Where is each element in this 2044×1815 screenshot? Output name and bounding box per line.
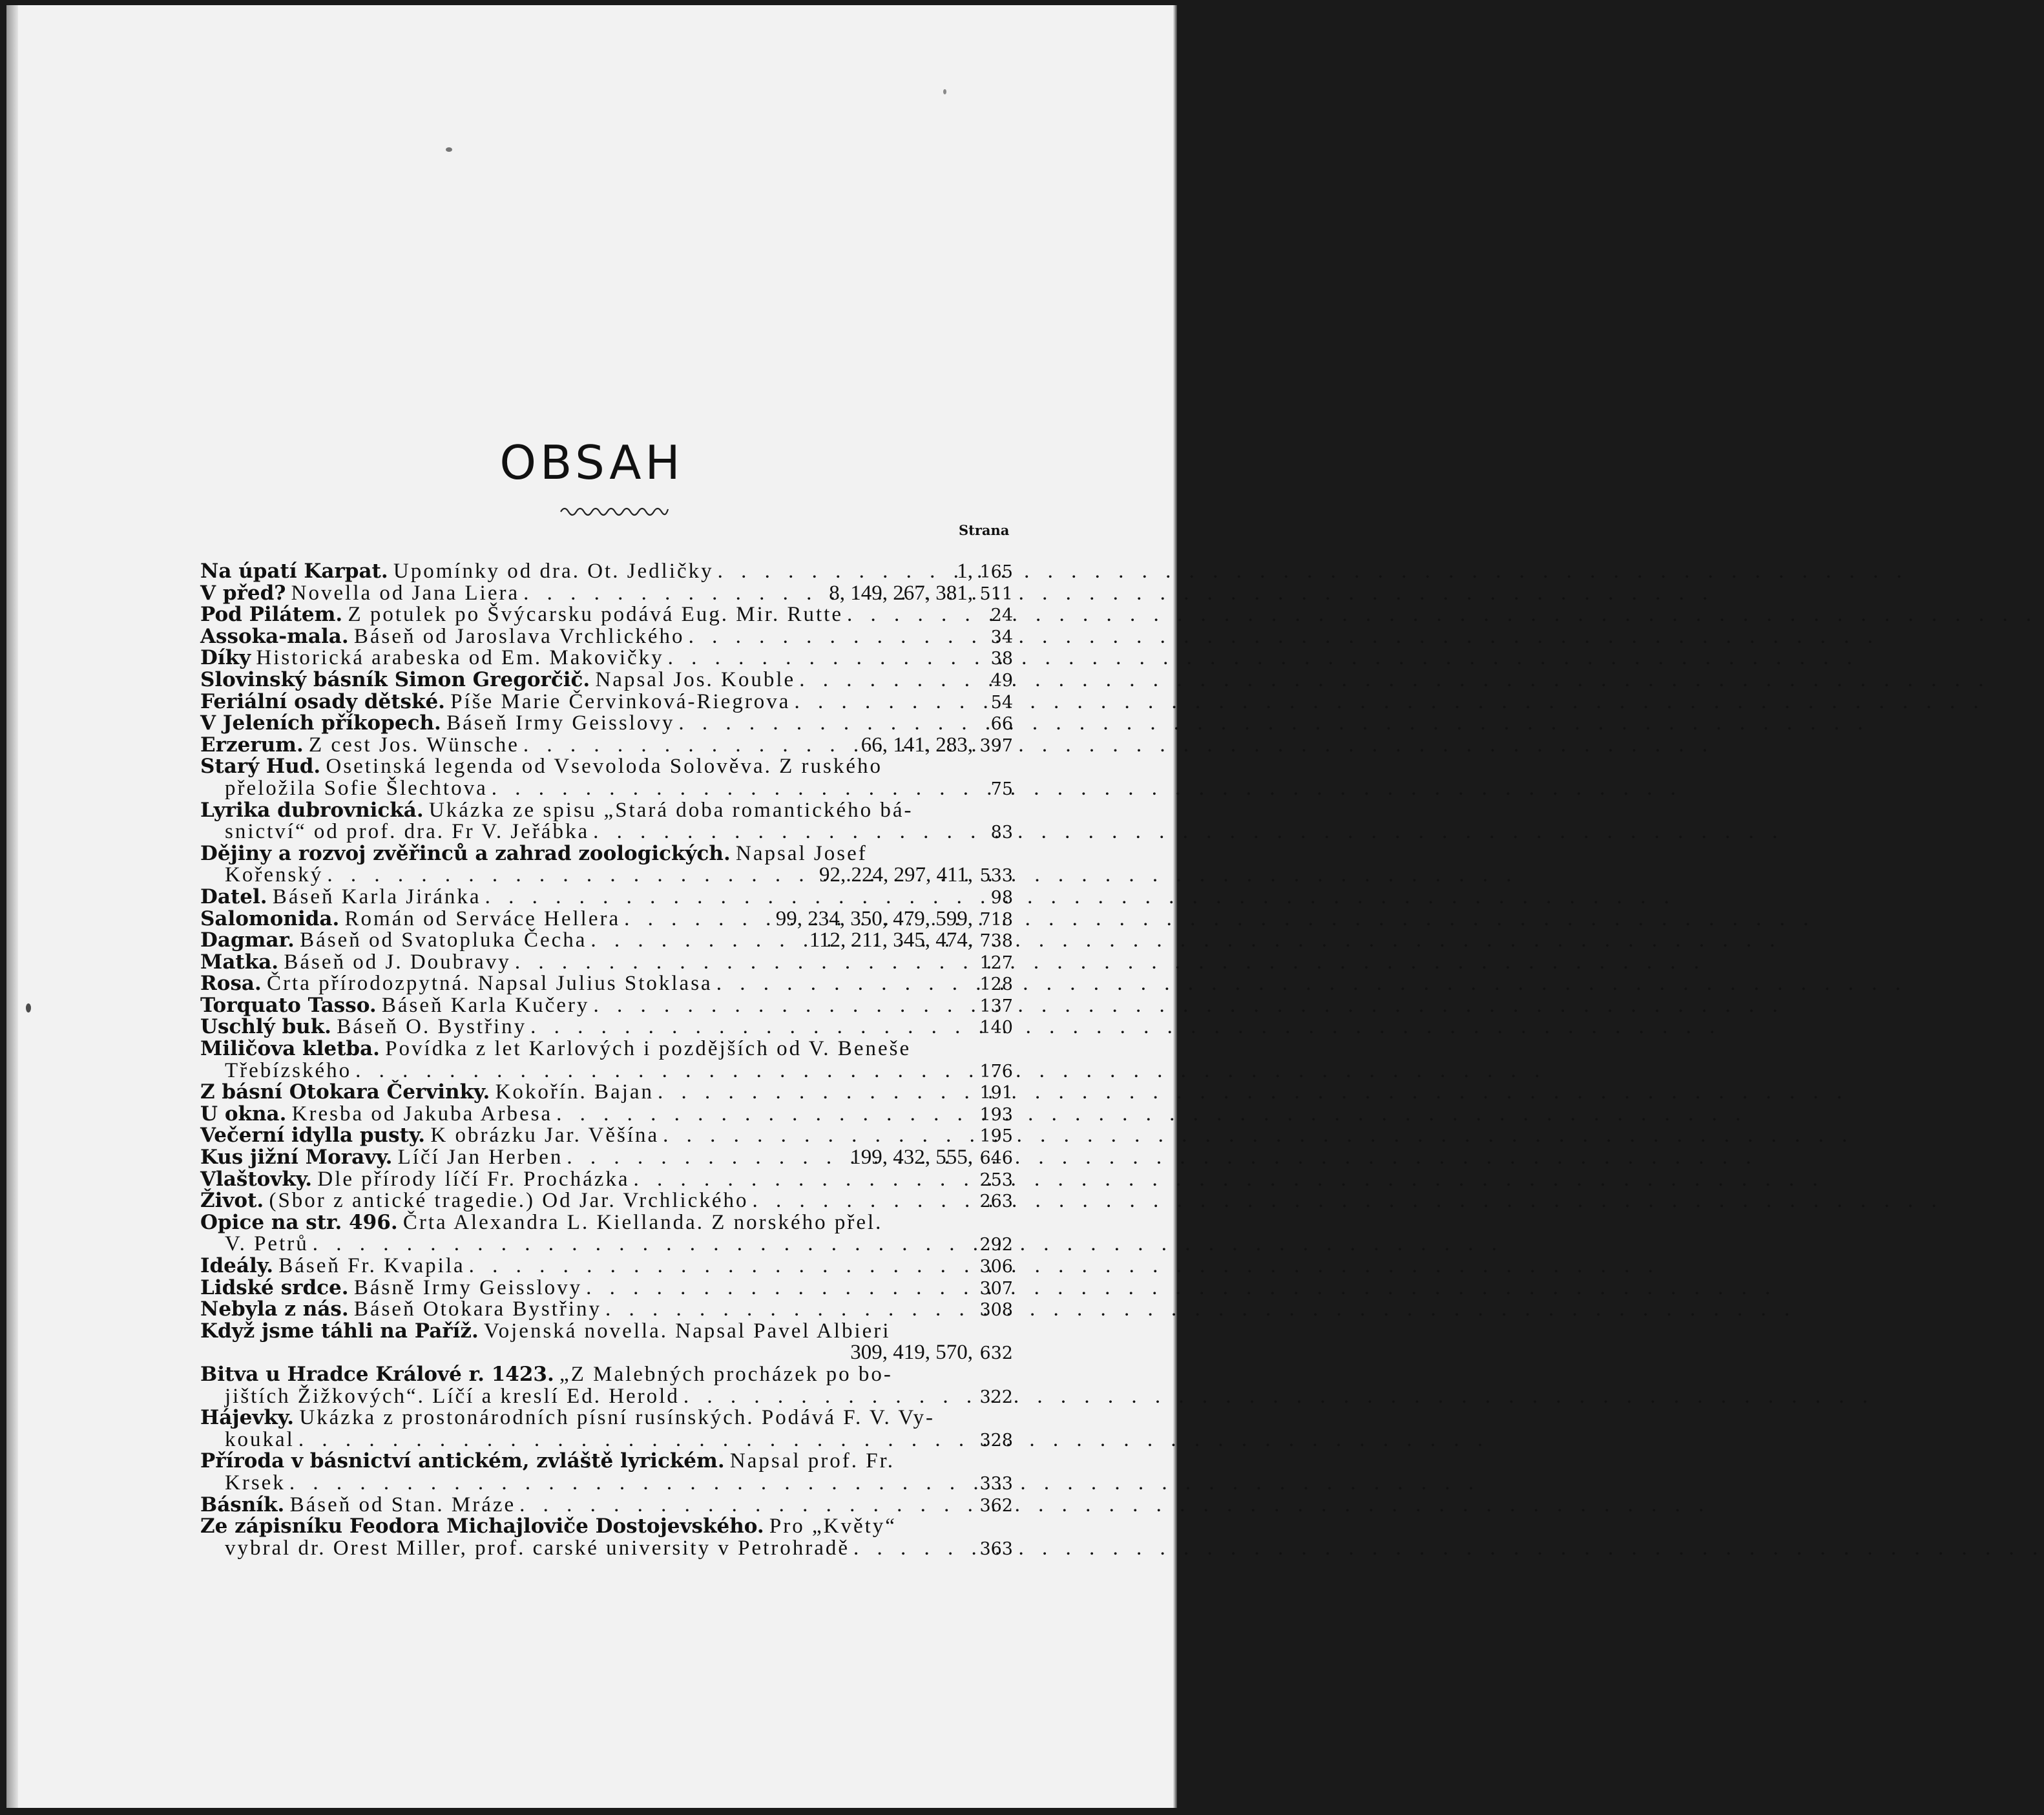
entry-description: Báseň O. Bystřiny <box>337 1015 527 1039</box>
dot-leader <box>674 711 973 735</box>
dot-leader <box>587 928 802 952</box>
entry-description: Kokořín. Bajan <box>495 1080 654 1104</box>
toc-entry <box>200 799 1013 821</box>
entry-text <box>200 733 519 757</box>
entry-page-number: 66 <box>990 714 1013 735</box>
entry-description: Báseň od Stan. Mráze <box>289 1493 516 1516</box>
entry-page-number: 34 <box>990 627 1013 647</box>
entry-title: Z básní Otokara Červinky. <box>200 1080 490 1104</box>
dot-leader <box>286 1471 973 1495</box>
entry-title: Assoka-mala. <box>200 624 349 648</box>
entry-text <box>200 994 589 1018</box>
entry-text <box>200 582 519 605</box>
entry-continued-pages: 112, 211, 345, 474, <box>809 928 973 952</box>
entry-text <box>200 1406 935 1430</box>
toc-entry-continuation <box>200 1059 1013 1081</box>
dot-leader <box>465 1254 973 1278</box>
entry-page-number: 83 <box>990 823 1013 843</box>
entry-title: Lidské srdce. <box>200 1275 349 1299</box>
entry-page-number: 128 <box>979 974 1013 995</box>
toc-entry <box>200 1102 1013 1124</box>
entry-title: Život. <box>200 1189 264 1213</box>
entry-text <box>200 1297 601 1321</box>
dot-leader <box>295 1428 973 1452</box>
toc-entry <box>200 1493 1013 1515</box>
dot-leader <box>351 1059 973 1083</box>
toc-entry <box>200 1449 1013 1471</box>
toc-entry-continuation <box>200 1341 1013 1363</box>
entry-description: Z potulek po Švýcarsku podává Eug. Mir. Rutte <box>348 603 843 627</box>
entry-text <box>200 1037 911 1061</box>
entry-text <box>200 1189 749 1213</box>
toc-entry <box>200 885 1013 907</box>
entry-text <box>200 1080 654 1104</box>
entry-text <box>200 972 713 996</box>
entry-description-continued: vybral dr. Orest Miller, prof. carské university v Petrohradě <box>225 1536 850 1560</box>
entry-description: Upomínky od dra. Ot. Jedličky <box>393 560 714 583</box>
entry-page-number: 98 <box>990 887 1013 908</box>
toc-entry <box>200 1211 1013 1233</box>
dot-leader <box>519 733 855 757</box>
entry-title: U okna. <box>200 1102 287 1126</box>
entry-page-number: 127 <box>979 952 1013 973</box>
ink-speck <box>446 147 452 152</box>
toc-entry <box>200 1276 1013 1298</box>
entry-title: Na úpatí Karpat. <box>200 560 388 583</box>
entry-text <box>200 1124 659 1148</box>
entry-text <box>200 603 843 627</box>
dot-leader <box>323 863 813 887</box>
toc-entry <box>200 582 1013 603</box>
entry-description-continued: Třebízského <box>225 1058 352 1082</box>
toc-entry <box>200 1406 1013 1428</box>
toc-entry <box>200 928 1013 950</box>
entry-title: Nebyla z nás. <box>200 1297 349 1321</box>
dot-leader <box>790 690 973 714</box>
dot-leader <box>481 885 973 909</box>
dot-leader <box>527 1015 973 1039</box>
dot-leader <box>552 1102 973 1126</box>
toc-entry <box>200 711 1013 733</box>
toc-entry <box>200 842 1013 864</box>
dot-leader <box>620 907 769 931</box>
entry-title: Slovinský básník Simon Gregorčič. <box>200 667 590 691</box>
toc-entry <box>200 733 1013 755</box>
dot-leader <box>795 668 973 692</box>
table-of-contents <box>200 560 1013 1558</box>
entry-description: Román od Serváce Hellera <box>344 907 621 930</box>
dot-leader <box>519 582 822 605</box>
entry-title: Hájevky. <box>200 1406 295 1430</box>
entry-title: Dagmar. <box>200 928 295 952</box>
entry-title: V před? <box>200 581 286 605</box>
entry-page-number: 718 <box>979 909 1013 930</box>
entry-title: Matka. <box>200 950 279 974</box>
entry-text <box>200 690 790 714</box>
entry-title: Ze zápisníku Feodora Michajloviče Dostojevského. <box>200 1515 764 1538</box>
entry-page-number: 363 <box>979 1538 1013 1559</box>
entry-title: Dějiny a rozvoj zvěřinců a zahrad zoologických. <box>200 841 731 865</box>
page-spine-shadow <box>6 5 18 1808</box>
entry-description: Báseň Irmy Geisslovy <box>446 711 675 735</box>
entry-description: Napsal prof. Fr. <box>729 1449 895 1473</box>
toc-entry <box>200 560 1013 582</box>
entry-text <box>200 711 674 735</box>
dot-leader <box>511 950 973 974</box>
entry-title: Když jsme táhli na Paříž. <box>200 1319 479 1343</box>
entry-description-continued: V. Petrů <box>225 1232 309 1256</box>
entry-title: V Jeleních příkopech. <box>200 711 441 735</box>
entry-description: Vojenská novella. Napsal Pavel Albieri <box>484 1319 891 1343</box>
entry-page-number: 333 <box>979 1473 1013 1494</box>
toc-entry-continuation <box>200 820 1013 842</box>
entry-text <box>200 1102 552 1126</box>
entry-description: Pro „Květy“ <box>769 1515 897 1538</box>
entry-text <box>200 1168 630 1191</box>
entry-text <box>200 1146 563 1170</box>
toc-entry <box>200 1037 1013 1059</box>
ink-speck <box>943 89 946 94</box>
entry-page-number: 306 <box>979 1257 1013 1277</box>
toc-entry <box>200 907 1013 929</box>
toc-entry <box>200 1168 1013 1190</box>
entry-description: Črta přírodozpytná. Napsal Julius Stoklasa <box>267 972 713 996</box>
entry-description: Báseň Karla Kučery <box>381 993 590 1017</box>
dot-leader <box>685 625 973 649</box>
entry-description: Kresba od Jakuba Arbesa <box>291 1102 553 1126</box>
entry-page-number: 176 <box>979 1061 1013 1082</box>
entry-description: Črta Alexandra L. Kiellanda. Z norského přel. <box>402 1210 883 1234</box>
entry-text <box>200 928 587 952</box>
entry-page-number: 328 <box>979 1430 1013 1451</box>
entry-title: Básník. <box>200 1493 285 1516</box>
entry-page-number: 362 <box>979 1495 1013 1516</box>
entry-continued-pages: 92, 224, 297, 411, <box>819 863 973 887</box>
entry-title: Příroda v básnictví antickém, zvláště lyrickém. <box>200 1449 725 1473</box>
entry-description-continued: Kořenský <box>225 863 324 887</box>
entry-description-continued: snictví“ od prof. dra. Fr V. Jeřábka <box>225 820 590 844</box>
entry-page-number: 137 <box>979 996 1013 1016</box>
toc-entry <box>200 972 1013 994</box>
toc-entry-continuation <box>200 1428 1013 1450</box>
entry-description: Dle přírody líčí Fr. Procházka <box>317 1167 630 1191</box>
entry-page-number: 253 <box>979 1170 1013 1190</box>
entry-page-number: 292 <box>979 1235 1013 1255</box>
entry-page-number: 75 <box>990 779 1013 799</box>
entry-page-number: 511 <box>979 583 1013 604</box>
entry-description-continued: Krsek <box>225 1471 286 1495</box>
entry-text <box>200 755 882 779</box>
entry-page-number: 646 <box>979 1148 1013 1169</box>
entry-title: Erzerum. <box>200 733 304 757</box>
entry-description: „Z Malebných procházek po bo- <box>559 1362 893 1386</box>
toc-entry <box>200 1319 1013 1341</box>
entry-description: Píše Marie Červinková-Riegrova <box>450 689 791 713</box>
dot-leader <box>601 1297 973 1321</box>
toc-entry-continuation <box>200 863 1013 885</box>
entry-page-number: 24 <box>990 605 1013 626</box>
entry-text <box>200 799 913 823</box>
page-title: OBSAH <box>499 435 684 490</box>
entry-description: Ukázka z prostonárodních písní rusínských. Podává F. V. Vy- <box>299 1406 935 1430</box>
dot-leader <box>713 972 973 996</box>
entry-text <box>200 1015 527 1039</box>
dot-leader <box>516 1493 973 1517</box>
entry-description: Ukázka ze spisu „Stará doba romantického bá- <box>428 798 913 822</box>
column-header-strana: Strana <box>959 522 1010 538</box>
toc-entry <box>200 1515 1013 1537</box>
entry-text <box>200 907 620 931</box>
entry-description-continued: koukal <box>225 1427 295 1451</box>
entry-text <box>200 560 714 583</box>
entry-continued-pages: 8, 149, 267, 381, <box>829 581 973 605</box>
toc-entry <box>200 950 1013 972</box>
entry-description-continued: přeložila Sofie Šlechtova <box>225 776 488 800</box>
entry-title: Rosa. <box>200 972 262 996</box>
entry-description: Báseň Otokara Bystřiny <box>353 1297 602 1321</box>
entry-title: Lyrika dubrovnická. <box>200 798 424 822</box>
entry-page-number: 49 <box>990 670 1013 691</box>
entry-page-number: 263 <box>979 1191 1013 1212</box>
entry-continued-pages: 199, 432, 555, <box>850 1146 973 1170</box>
entry-page-number: 307 <box>979 1278 1013 1299</box>
toc-entry <box>200 625 1013 647</box>
dot-leader <box>654 1080 973 1104</box>
toc-entry <box>200 1363 1013 1385</box>
toc-entry <box>200 755 1013 777</box>
entry-page-number: 738 <box>979 931 1013 952</box>
entry-title: Opice na str. 496. <box>200 1210 398 1234</box>
entry-text <box>200 1319 890 1343</box>
entry-page-number: 308 <box>979 1300 1013 1321</box>
entry-description: Báseň Karla Jiránka <box>272 885 481 908</box>
entry-page-number: 140 <box>979 1018 1013 1038</box>
toc-entry <box>200 1124 1013 1146</box>
entry-description: Osetinská legenda od Vsevoloda Solověva. Z ruského <box>326 755 882 779</box>
entry-description: Líčí Jan Herben <box>397 1146 563 1170</box>
entry-text <box>200 646 664 670</box>
dot-leader <box>630 1168 973 1191</box>
dot-leader <box>659 1124 973 1148</box>
dot-leader <box>680 1385 973 1409</box>
entry-description: (Sbor z antické tragedie.) Od Jar. Vrchlického <box>269 1189 749 1213</box>
dot-leader <box>714 560 951 583</box>
entry-title: Ideály. <box>200 1254 274 1277</box>
entry-text <box>200 625 685 649</box>
dot-leader <box>850 1537 973 1560</box>
entry-title: Večerní idylla pusty. <box>200 1124 426 1148</box>
entry-page-number: 397 <box>979 735 1013 756</box>
entry-continued-pages: 309, 419, 570, <box>850 1341 973 1365</box>
entry-description: K obrázku Jar. Věšína <box>430 1124 660 1148</box>
dot-leader <box>664 646 973 670</box>
entry-title: Feriální osady dětské. <box>200 689 445 713</box>
entry-text <box>200 1254 465 1278</box>
entry-description: Z cest Jos. Wünsche <box>309 733 519 757</box>
entry-description: Napsal Josef <box>736 841 868 865</box>
toc-entry <box>200 646 1013 668</box>
entry-page-number: 632 <box>979 1343 1013 1364</box>
entry-title: Bitva u Hradce Králové r. 1423. <box>200 1362 554 1386</box>
book-page <box>6 5 1177 1808</box>
dot-leader <box>843 603 973 627</box>
dot-leader <box>488 777 973 801</box>
entry-description: Historická arabeska od Em. Makovičky <box>256 646 664 670</box>
entry-description: Povídka z let Karlových i pozdějších od V. Beneše <box>385 1037 912 1061</box>
entry-page-number: 54 <box>990 692 1013 713</box>
dot-leader <box>582 1276 973 1300</box>
entry-text <box>200 1363 893 1387</box>
toc-entry-continuation <box>200 1232 1013 1254</box>
entry-text <box>200 842 868 866</box>
entry-text <box>200 668 795 692</box>
toc-entry-continuation <box>200 1385 1013 1407</box>
entry-description: Báseň od Svatopluka Čecha <box>300 928 587 952</box>
toc-entry <box>200 668 1013 690</box>
entry-text <box>200 1276 582 1300</box>
entry-description: Básně Irmy Geisslovy <box>353 1275 583 1299</box>
entry-text <box>200 885 481 909</box>
entry-description: Napsal Jos. Kouble <box>595 667 796 691</box>
entry-description: Novella od Jana Liera <box>291 581 520 605</box>
entry-text <box>200 1211 882 1235</box>
entry-page-number: 191 <box>979 1083 1013 1104</box>
entry-page-number: 322 <box>979 1387 1013 1407</box>
entry-title: Torquato Tasso. <box>200 993 377 1017</box>
entry-page-number: 193 <box>979 1104 1013 1125</box>
entry-page-number: 165 <box>979 562 1013 582</box>
entry-page-number: 533 <box>979 866 1013 887</box>
entry-title: Vlaštovky. <box>200 1167 313 1191</box>
entry-description: Báseň od Jaroslava Vrchlického <box>353 624 685 648</box>
entry-text <box>200 1449 895 1473</box>
entry-description: Báseň od J. Doubravy <box>284 950 511 974</box>
title-ornament <box>559 503 669 517</box>
toc-entry <box>200 1254 1013 1276</box>
dot-leader <box>749 1189 974 1213</box>
entry-page-number: 38 <box>990 649 1013 669</box>
toc-entry-continuation <box>200 777 1013 799</box>
entry-title: Kus jižní Moravy. <box>200 1146 393 1170</box>
entry-title: Díky <box>200 646 251 670</box>
entry-title: Starý Hud. <box>200 755 321 779</box>
dot-leader <box>589 820 973 844</box>
entry-title: Miličova kletba. <box>200 1037 380 1061</box>
entry-title: Datel. <box>200 885 267 908</box>
ink-speck <box>26 1003 31 1012</box>
toc-entry-continuation <box>200 1537 1013 1558</box>
dot-leader <box>563 1146 844 1170</box>
dot-leader <box>589 994 973 1018</box>
entry-continued-pages: 1, <box>957 560 973 583</box>
toc-entry <box>200 1189 1013 1211</box>
entry-title: Uschlý buk. <box>200 1015 331 1039</box>
entry-continued-pages: 99, 234, 350, 479, 599, <box>775 907 973 930</box>
toc-entry <box>200 1146 1013 1168</box>
dot-leader <box>309 1232 973 1256</box>
entry-title: Salomonida. <box>200 907 340 930</box>
entry-continued-pages: 66, 141, 283, <box>860 733 973 757</box>
toc-entry <box>200 603 1013 625</box>
toc-entry <box>200 690 1013 712</box>
entry-page-number: 195 <box>979 1126 1013 1147</box>
toc-entry <box>200 1080 1013 1102</box>
entry-text <box>200 1493 516 1517</box>
toc-entry <box>200 1297 1013 1319</box>
toc-entry <box>200 1015 1013 1037</box>
entry-text <box>200 1515 897 1538</box>
toc-entry-continuation <box>200 1471 1013 1493</box>
entry-description-continued: jištích Žižkových“. Líčí a kreslí Ed. Herold <box>225 1384 680 1408</box>
entry-title: Pod Pilátem. <box>200 603 343 627</box>
entry-description: Báseň Fr. Kvapila <box>278 1254 465 1277</box>
toc-entry <box>200 994 1013 1016</box>
entry-text <box>200 950 511 974</box>
